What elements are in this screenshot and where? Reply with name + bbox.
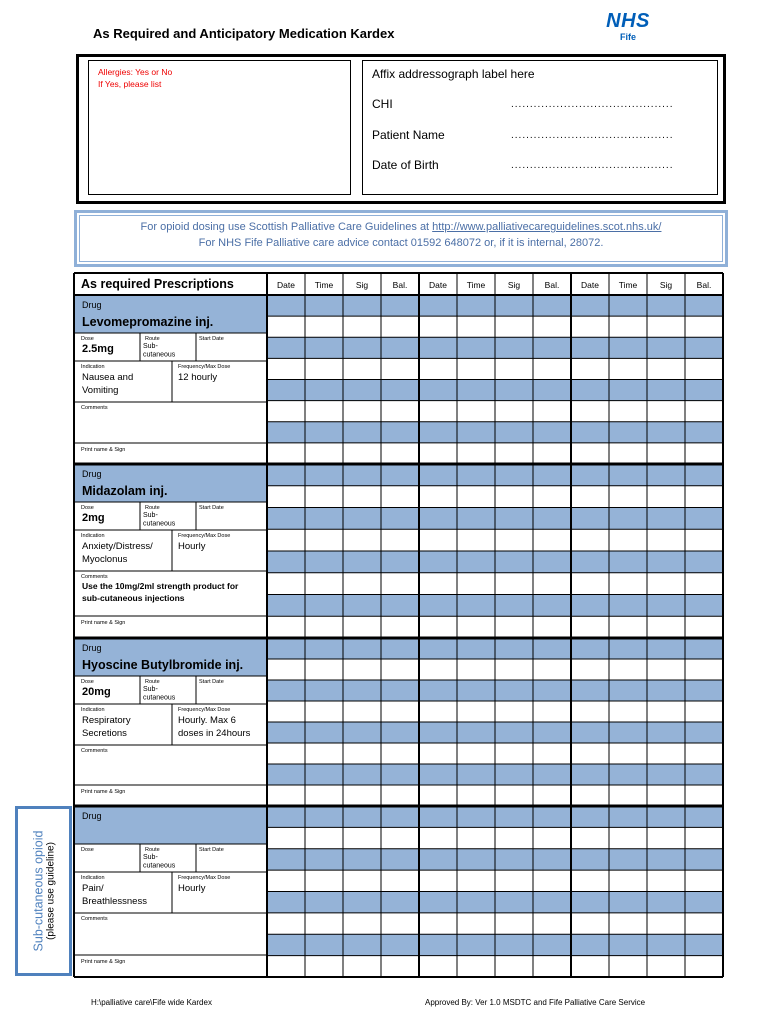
frequency-label: Frequency/Max Dose xyxy=(178,875,231,881)
drug-label: Drug xyxy=(82,811,102,821)
dose-label: Dose xyxy=(81,679,94,685)
chi-field[interactable]: ........................................... xyxy=(511,99,674,110)
indication-value: Secretions xyxy=(82,728,127,739)
column-header: Sig xyxy=(355,280,369,290)
affix-label: Affix addressograph label here xyxy=(372,67,535,81)
patient-name-field[interactable]: ........................................... xyxy=(511,130,674,141)
drug-name: Hyoscine Butylbromide inj. xyxy=(82,658,244,672)
frequency-value: Hourly xyxy=(178,541,206,552)
frequency-value: Hourly. Max 6 xyxy=(178,715,236,726)
indication-value: Anxiety/Distress/ xyxy=(82,541,153,552)
indication-label: Indication xyxy=(81,875,105,881)
route-value: cutaneous xyxy=(143,862,176,870)
dose-label: Dose xyxy=(81,847,94,853)
allergies-question: Allergies: Yes or No xyxy=(98,67,173,77)
dose-value: 2mg xyxy=(82,512,105,524)
guidelines-link[interactable]: http://www.palliativecareguidelines.scot.nhs.uk/ xyxy=(432,221,662,233)
route-value: cutaneous xyxy=(143,694,176,702)
column-header: Time xyxy=(314,280,334,290)
indication-label: Indication xyxy=(81,533,105,539)
frequency-label: Frequency/Max Dose xyxy=(178,533,231,539)
indication-label: Indication xyxy=(81,364,105,370)
route-label: Route xyxy=(145,505,160,511)
column-header: Sig xyxy=(507,280,521,290)
column-header: Time xyxy=(618,280,638,290)
column-header: Bal. xyxy=(696,280,712,290)
sidebar-title: Sub-cutaneous opioid xyxy=(31,830,45,952)
route-label: Route xyxy=(145,847,160,853)
indication-value: Pain/ xyxy=(82,883,104,894)
drug-label: Drug xyxy=(82,643,102,653)
sub-cutaneous-opioid-label xyxy=(15,806,72,976)
print-name-label: Print name & Sign xyxy=(81,959,126,965)
indication-value: Respiratory xyxy=(82,715,131,726)
route-label: Route xyxy=(145,679,160,685)
drug-label: Drug xyxy=(82,469,102,479)
dose-label: Dose xyxy=(81,336,94,342)
print-name-label: Print name & Sign xyxy=(81,447,126,453)
guidance-line-2: For NHS Fife Palliative care advice contact 01592 648072 or, if it is internal, 28072. xyxy=(198,237,604,249)
sidebar-subtitle: (please use guideline) xyxy=(45,842,56,940)
drug-name: Midazolam inj. xyxy=(82,484,168,498)
frequency-label: Frequency/Max Dose xyxy=(178,364,231,370)
logo-nhs-text: NHS xyxy=(606,10,650,32)
footer-file-path: H:\palliative care\Fife wide Kardex xyxy=(91,998,212,1007)
chi-label: CHI xyxy=(372,97,393,111)
column-header: Bal. xyxy=(544,280,560,290)
table-heading: As required Prescriptions xyxy=(81,277,234,291)
frequency-label: Frequency/Max Dose xyxy=(178,707,231,713)
dob-field[interactable]: ........................................... xyxy=(511,160,674,171)
logo-fife-text: Fife xyxy=(619,32,636,42)
patient-name-label: Patient Name xyxy=(372,128,445,142)
frequency-value: 12 hourly xyxy=(178,372,218,383)
footer-approval: Approved By: Ver 1.0 MSDTC and Fife Palliative Care Service xyxy=(425,998,646,1007)
comments-value: Use the 10mg/2ml strength product for xyxy=(82,581,239,591)
comments-label: Comments xyxy=(81,574,108,580)
comments-label: Comments xyxy=(81,748,108,754)
indication-value: Breathlessness xyxy=(82,896,147,907)
indication-value: Nausea and xyxy=(82,372,134,383)
frequency-value: Hourly xyxy=(178,883,206,894)
drug-name: Levomepromazine inj. xyxy=(82,315,214,329)
start-date-label: Start Date xyxy=(199,505,224,511)
route-label: Route xyxy=(145,336,160,342)
indication-value: Myoclonus xyxy=(82,554,128,565)
dose-value: 2.5mg xyxy=(82,343,114,355)
start-date-label: Start Date xyxy=(199,847,224,853)
route-value: Sub- xyxy=(143,512,158,519)
column-header: Bal. xyxy=(392,280,408,290)
start-date-label: Start Date xyxy=(199,336,224,342)
dob-label: Date of Birth xyxy=(372,158,439,172)
column-header: Date xyxy=(581,280,599,290)
print-name-label: Print name & Sign xyxy=(81,789,126,795)
dose-label: Dose xyxy=(81,505,94,511)
route-value: Sub- xyxy=(143,854,158,861)
print-name-label: Print name & Sign xyxy=(81,620,126,626)
route-value: cutaneous xyxy=(143,520,176,528)
guidance-text: For opioid dosing use Scottish Palliative Care Guidelines at xyxy=(140,221,433,233)
drug-label: Drug xyxy=(82,300,102,310)
comments-value: sub-cutaneous injections xyxy=(82,593,185,603)
route-value: Sub- xyxy=(143,686,158,693)
indication-label: Indication xyxy=(81,707,105,713)
comments-label: Comments xyxy=(81,405,108,411)
frequency-value: doses in 24hours xyxy=(178,728,251,739)
route-value: Sub- xyxy=(143,343,158,350)
route-value: cutaneous xyxy=(143,351,176,359)
column-header: Date xyxy=(277,280,295,290)
page-title: As Required and Anticipatory Medication Kardex xyxy=(93,26,395,41)
dose-value: 20mg xyxy=(82,686,111,698)
drug-header-fill xyxy=(74,806,267,844)
column-header: Time xyxy=(466,280,486,290)
column-header: Date xyxy=(429,280,447,290)
indication-value: Vomiting xyxy=(82,385,119,396)
column-header: Sig xyxy=(659,280,673,290)
comments-label: Comments xyxy=(81,916,108,922)
start-date-label: Start Date xyxy=(199,679,224,685)
allergies-instruction: If Yes, please list xyxy=(98,79,162,89)
